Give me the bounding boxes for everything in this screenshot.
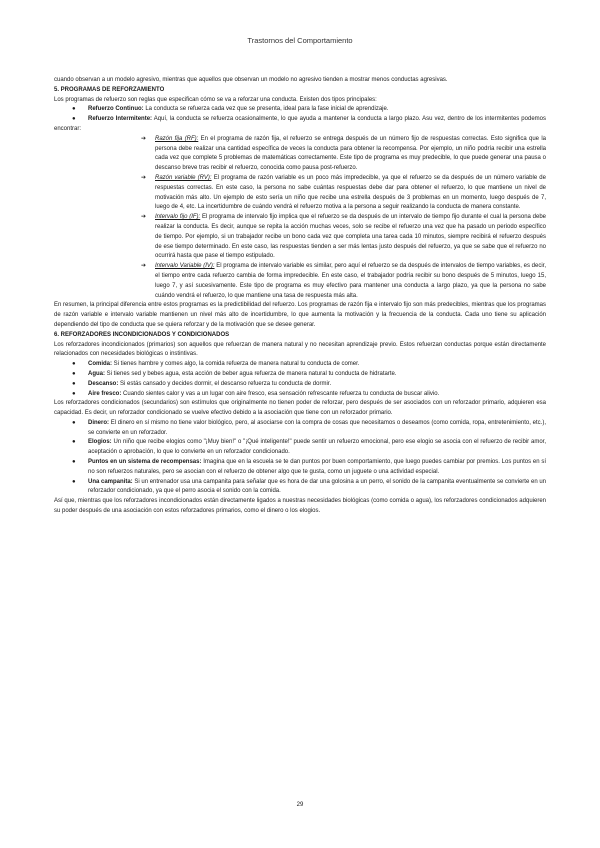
list-item-text: Aquí, la conducta se refuerza ocasionalmente, lo que ayuda a mantener la conducta a largo plazo. Asu vez, dentro de los intermitentes podemos encontrar: <box>54 116 546 132</box>
list-item-text: La conducta se refuerza cada vez que se presenta, ideal para la fase inicial de aprendizaje. <box>143 106 389 113</box>
list-item-term: Razón variable (RV): <box>155 174 212 181</box>
list-item <box>54 370 546 380</box>
section-6-intro: Los reforzadores incondicionados (primarios) son aquellos que refuerzan de manera natural y no necesitan aprendizaje previo. Estos refuerzan conductas porque están directamente relacionados con necesidades biológicas o instintivas. <box>54 341 546 358</box>
bullet-icon: ● <box>72 361 76 368</box>
list-item-term: Refuerzo Continuo: <box>88 106 144 113</box>
list-item-term: Intervalo Variable (IV): <box>155 263 215 270</box>
bullet-icon: ● <box>72 478 76 485</box>
list-item-text: El dinero en sí mismo no tiene valor biológico, pero, al asociarse con la compra de cosas que necesitamos o deseamos (como comida, ropa, entretenimiento, etc.), se convierte en un reforzador. <box>88 419 546 436</box>
list-item-term: Comida: <box>88 361 112 368</box>
list-item-term: Elogios: <box>88 439 112 446</box>
bullet-icon: ● <box>72 380 76 387</box>
list-item-text: Si estás cansado y decides dormir, el descanso refuerza tu conducta de dormir. <box>118 380 332 387</box>
list-item <box>54 438 546 458</box>
list-item <box>54 380 546 390</box>
list-item-text: El programa de intervalo variable es similar, pero aquí el refuerzo se da después de intervalos de tiempo variables, es decir, el tiempo entre cada refuerzo cambia de forma impredecible. En este caso, el trabajador podría recibir su bono después de 5 minutos, luego 15, luego 7, y así sucesivamente. Este tipo de programa es muy efectivo para mantener una conducta a largo plazo, ya que la persona no sabe cuándo vendrá el refuerzo, lo que mantiene una tasa de respuesta más alta. <box>155 263 546 299</box>
list-item-text: Un niño que recibe elogios como "¡Muy bien!" o "¡Qué inteligente!" puede sentir un refuerzo emocional, pero ese elogio se asocia con el refuerzo de recibir amor, aceptación o aprobación, lo que lo convierte en un reforzador condicionado. <box>88 439 546 456</box>
page-number: 29 <box>296 802 304 808</box>
list-item <box>54 213 546 262</box>
document-body <box>54 76 546 517</box>
list-item-text: Si un entrenador usa una campanita para señalar que es hora de dar una golosina a un perro, el sonido de la campanita eventualmente se convierte en un reforzador condicionado, ya que el perro asocia el sonido con la comida. <box>88 478 546 495</box>
section-6-conclusion: Así que, mientras que los reforzadores incondicionados están directamente ligados a nuestras necesidades biológicas (como comida o agua), los reforzadores condicionados adquieren su poder después de una asociación con estos reforzadores primarios, como el dinero o los elogios. <box>54 498 546 515</box>
section-5-intro: Los programas de refuerzo son reglas que especifican cómo se va a reforzar una conducta. Existen dos tipos principales: <box>54 96 377 103</box>
list-item-term: Razón fija (RF): <box>155 135 199 142</box>
list-item-text: Si tienes sed y bebes agua, esta acción de beber agua refuerza de manera natural tu conducta de hidratarte. <box>105 370 397 377</box>
section-5-heading: 5. PROGRAMAS DE REFORZAMIENTO <box>54 86 165 93</box>
list-item <box>54 262 546 301</box>
bullet-icon: ● <box>72 370 76 377</box>
list-item-text: Imagina que en la escuela se te dan puntos por buen comportamiento, que luego puedes cambiar por premios. Los puntos en sí no son refuerzos naturales, pero se asocian con el refuerzo de obtener algo que te gusta, como un juguete o una actividad especial. <box>88 459 546 475</box>
list-item <box>54 458 546 478</box>
list-item-text: Cuando sientes calor y vas a un lugar con aire fresco, esa sensación refrescante refuerza tu conducta de buscar alivio. <box>121 390 440 397</box>
primary-reinforcers-list <box>54 360 546 399</box>
list-item-term: Intervalo fijo (IF): <box>155 214 201 221</box>
list-item <box>54 419 546 439</box>
intermittent-types-list <box>54 135 546 302</box>
bullet-icon: ● <box>72 459 76 466</box>
bullet-icon: ● <box>72 390 76 397</box>
intro-paragraph: cuando observan a un modelo agresivo, mientras que aquellos que observan un modelo no agresivo tienden a mostrar menos conductas agresivas. <box>54 77 448 83</box>
section-5-summary: En resumen, la principal diferencia entre estos programas es la predictibilidad del refuerzo. Los programas de razón fija e intervalo fijo son más predecibles, mientras que los programas de razón variable e intervalo variable mantienen un nivel más alto de incertidumbre, lo que aumenta la motivación y la frecuencia de la conducta. Cada uno tiene su aplicación dependiendo del tipo de conducta que se quiera reforzar y de la motivación que se desee generar. <box>54 302 546 328</box>
list-item <box>54 478 546 498</box>
list-item-term: Una campanita: <box>88 478 133 485</box>
conditioned-intro: Los reforzadores condicionados (secundarios) son estímulos que originalmente no tienen poder de reforzar, pero después de ser asociados con un reforzador primario, adquieren esa capacidad. Es decir, un reforzador condicionado se vuelve efectivo debido a la asociación que tiene con un reforzador primario. <box>54 400 546 417</box>
bullet-icon: ● <box>72 116 76 123</box>
list-item-term: Dinero: <box>88 419 109 426</box>
list-item-term: Puntos en un sistema de recompensas: <box>88 459 202 466</box>
list-item <box>54 360 546 370</box>
list-item-text: En el programa de razón fija, el refuerzo se entrega después de un número fijo de respuestas correctas. Esto significa que la persona debe realizar una cantidad específica de veces la conducta para obtener la recompensa. Por ejemplo, un niño podría recibir una estrella cada vez que complete 5 problemas de matemáticas correctamente. Este tipo de programa es muy predecible, lo que puede generar una pausa o descanso breve tras recibir el refuerzo, conocida como pausa post-refuerzo. <box>155 135 546 172</box>
page-header: Trastornos del Comportamiento <box>247 36 353 45</box>
list-item <box>54 174 546 213</box>
list-item-text: Si tienes hambre y comes algo, la comida refuerza de manera natural tu conducta de comer. <box>112 361 360 368</box>
list-item <box>54 115 546 135</box>
list-item <box>54 135 546 174</box>
secondary-reinforcers-list <box>54 419 546 497</box>
list-item <box>54 390 546 400</box>
bullet-icon: ● <box>72 419 76 426</box>
list-item-term: Descanso: <box>88 380 119 387</box>
arrow-icon: ➔ <box>141 263 147 270</box>
section-6-heading: 6. REFORZADORES INCONDICIONADOS Y CONDICIONADOS <box>54 331 230 338</box>
list-item-text: El programa de razón variable es un poco más impredecible, ya que el refuerzo se da después de un número variable de respuestas correctas. En este caso, la persona no sabe cuántas respuestas debe dar para obtener el refuerzo, lo que mantiene un nivel de motivación más alto. Un ejemplo de esto sería un niño que recibe una estrella después de 3 problemas en un momento, luego después de 7, luego de 4, etc. La incertidumbre de cuándo vendrá el refuerzo motiva a la persona a seguir realizando la conducta de manera constante. <box>155 174 546 211</box>
list-item-term: Refuerzo Intermitente: <box>88 116 153 123</box>
list-item-text: El programa de intervalo fijo implica que el refuerzo se da después de un intervalo de tiempo fijo durante el cual la persona debe realizar la conducta. Es decir, aunque se repita la acción muchas veces, solo se recibe el refuerzo una vez que ha pasado un periodo específico de tiempo. Por ejemplo, si un trabajador recibe un bono cada vez que completa una tarea cada 10 minutos, siempre recibirá el refuerzo después de ese tiempo determinado. En este caso, las respuestas tienden a ser más lentas justo después del refuerzo, ya que se sabe que el refuerzo no ocurrirá hasta que pase el tiempo estipulado. <box>155 214 546 260</box>
reinforcement-types-list <box>54 105 546 134</box>
bullet-icon: ● <box>72 439 76 446</box>
arrow-icon: ➔ <box>141 135 147 142</box>
bullet-icon: ● <box>72 106 76 113</box>
list-item-term: Agua: <box>88 370 105 377</box>
list-item <box>54 105 546 115</box>
arrow-icon: ➔ <box>141 214 147 221</box>
list-item-term: Aire fresco: <box>88 390 122 397</box>
arrow-icon: ➔ <box>141 174 147 181</box>
